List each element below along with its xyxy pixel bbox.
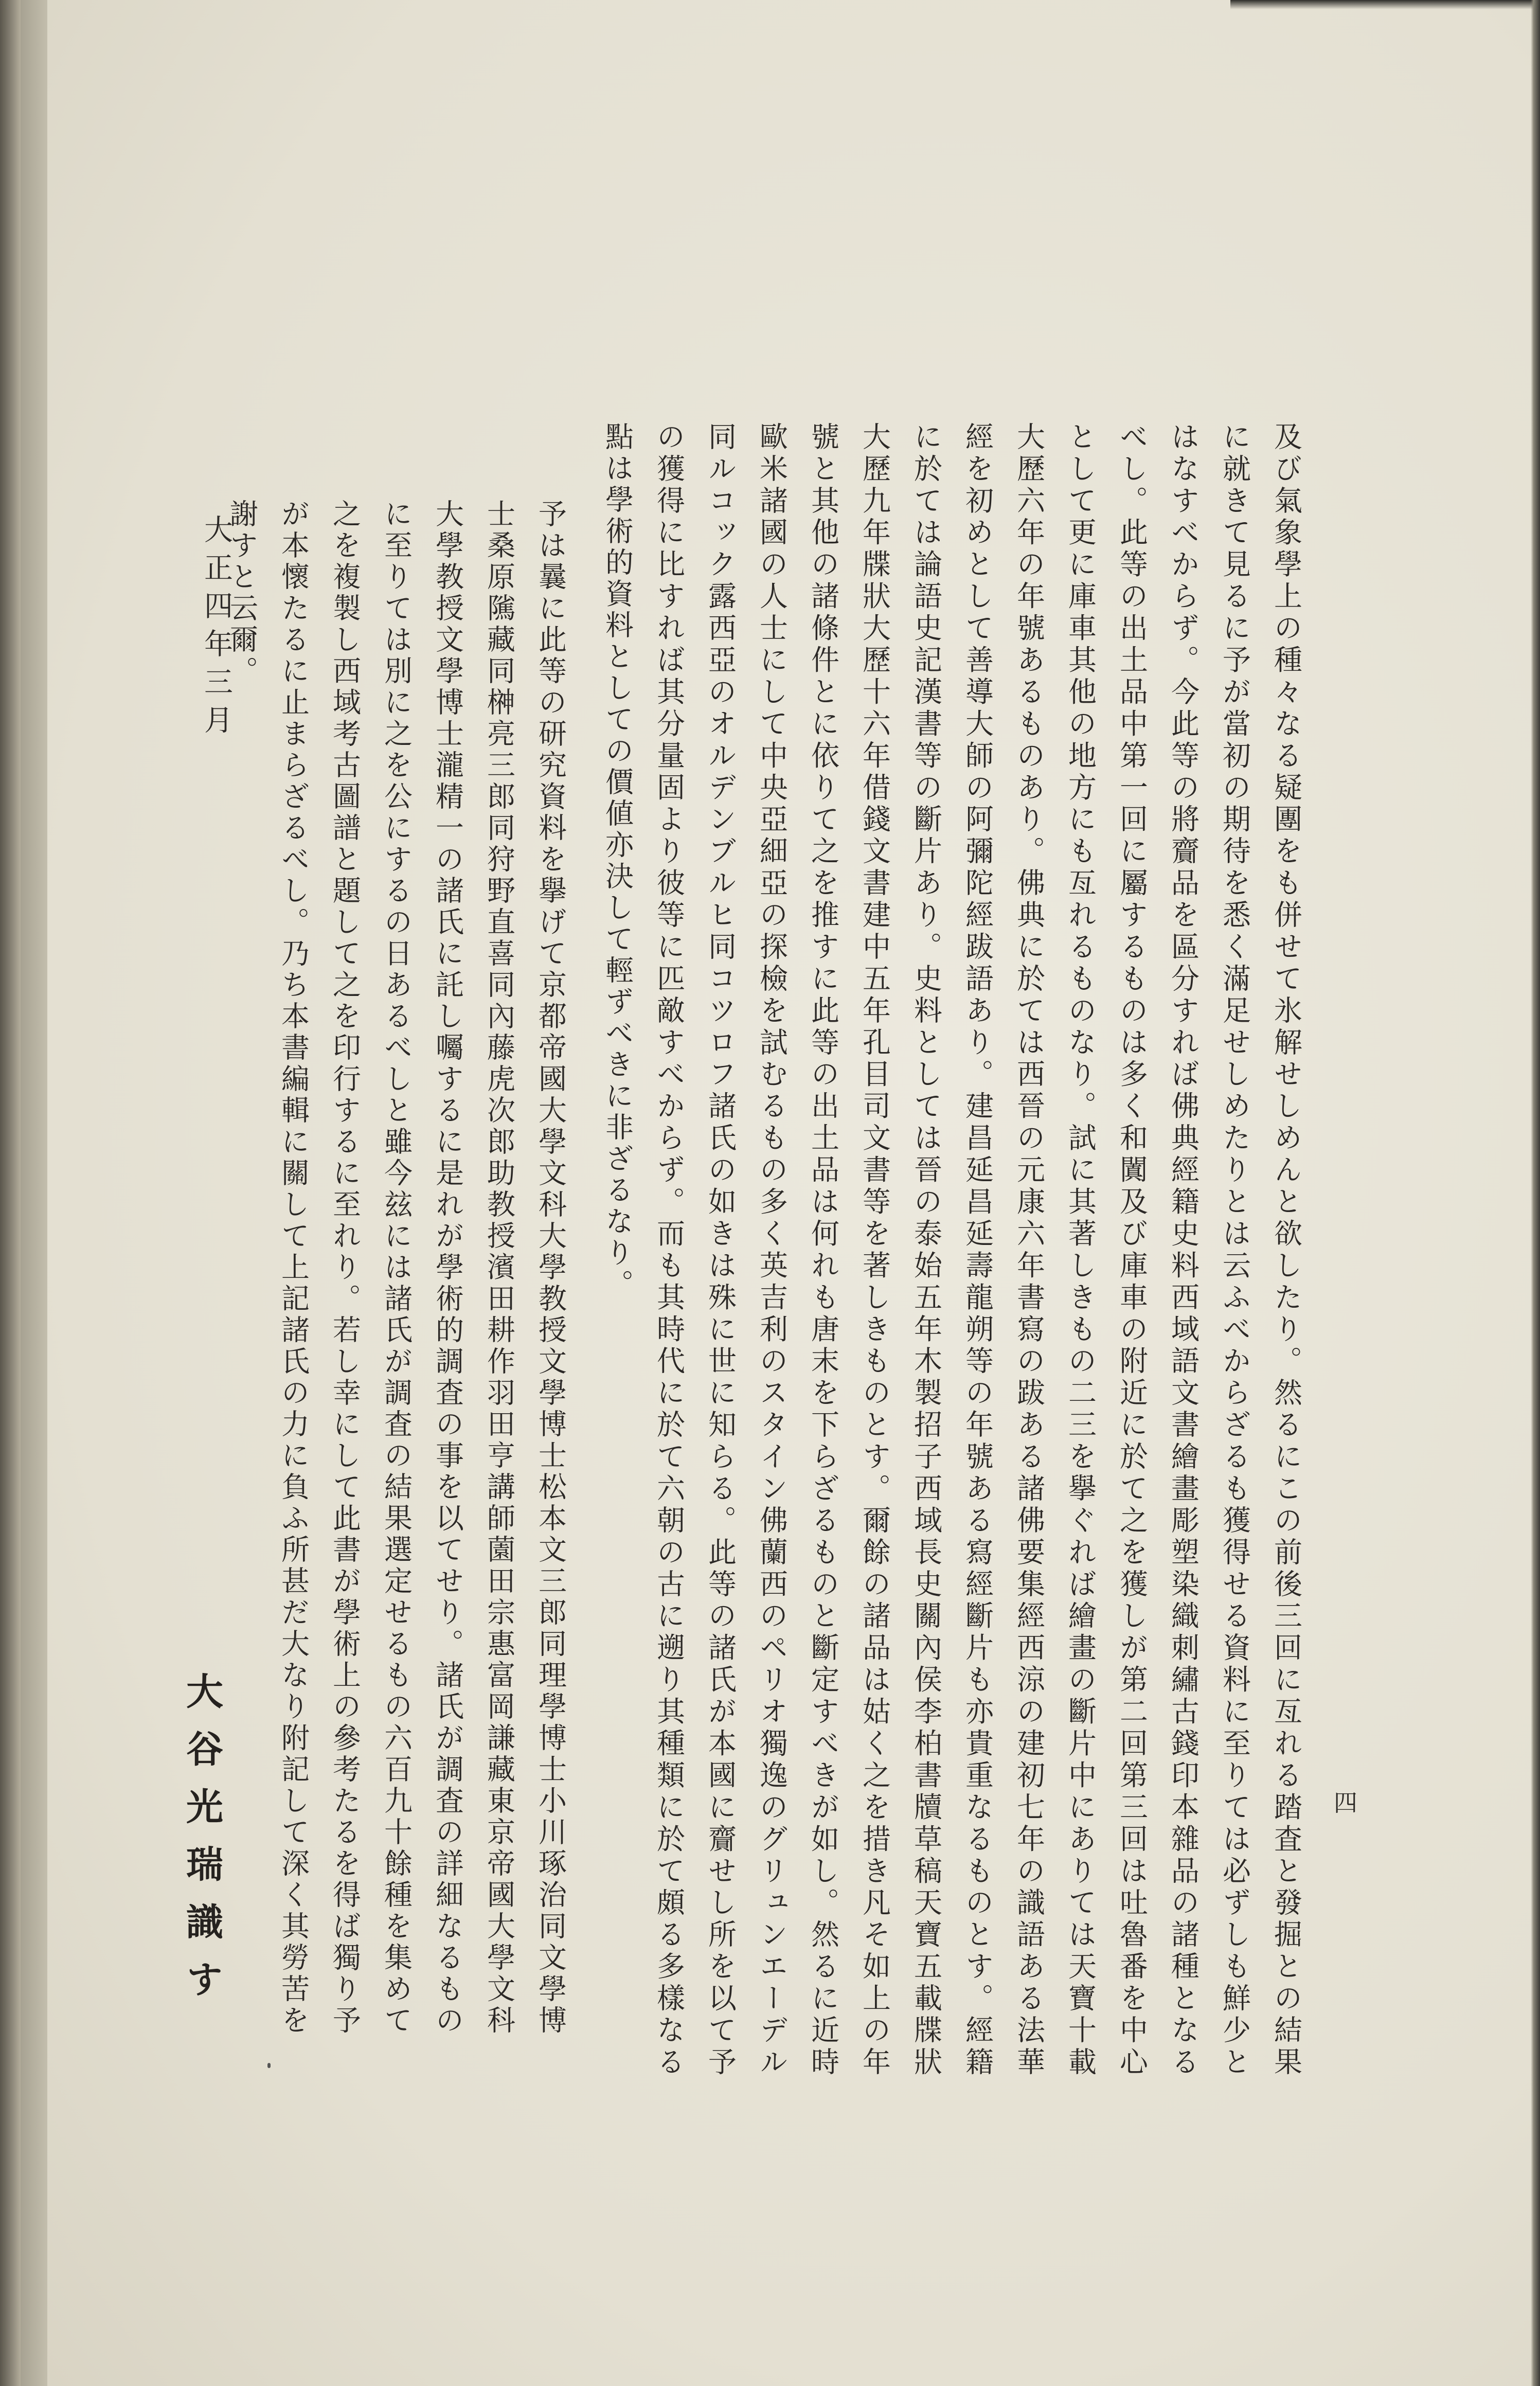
top-edge-shadow (1230, 0, 1540, 9)
previous-page-edge (21, 0, 48, 2386)
right-page-edge (1531, 0, 1540, 2386)
main-paragraph-text: 及び氣象學上の種々なる疑團をも併せて氷解せしめんと欲したり。然るにこの前後三回に亙れる踏査と發掘との結果に就きて見るに予が當初の期待を悉く滿足せしめたりとは云ふべからざるも獲得せる資料に至りては必ずしも鮮少とはなすべからず。今此等の將齎品を區分すれば佛典經籍史料西域語文書繪畫彫塑染織刺繡古錢印本雜品の諸種となるべし。此等の出土品中第一回に屬するものは多く和闐及び庫車の附近に於て之を獲しが第二回第三回は吐魯番を中心として更に庫車其他の地方にも亙れるものなり。試に其著しきもの二三を擧ぐれば繪畫の斷片中にありては天寶十載大歷六年の年號あるものあり。佛典に於ては西晉の元康六年書寫の跋ある諸佛要集經西涼の建初七年の識語ある法華經を初めとして善導大師の阿彌陀經跋語あり。建昌延昌延壽龍朔等の年號ある寫經斷片も亦貴重なるものとす。經籍に於ては論語史記漢書等の斷片あり。史料としては晉の泰始五年木製招子西域長史關內侯李柏書牘草稿天寶五載牒狀大歷九年牒狀大歷十六年借錢文書建中五年孔目司文書等を著しきものとす。爾餘の諸品は姑く之を措き凡そ如上の年號と其他の諸條件とに依りて之を推すに此等の出土品は何れも唐末を下らざるものと斷定すべきが如し。然るに近時歐米諸國の人士にして中央亞細亞の探檢を試むるもの多く英吉利のスタイン佛蘭西のペリオ獨逸のグリュンエーデル同ルコック露西亞のオルデンブルヒ同コツロフ諸氏の如きは殊に世に知らる。此等の諸氏が本國に齎せし所を以て予の獲得に比すれば其分量固より彼等に匹敵すべからず。而も其時代に於て六朝の古に遡り其種類に於て頗る多樣なる點は學術的資料としての價値亦決して輕ずべきに非ざるなり。 (601, 422, 1302, 2078)
date-line: 大正四年三月 (200, 514, 233, 743)
ink-speck (267, 2063, 271, 2068)
page-number: 四 (1330, 1790, 1358, 1814)
second-paragraph-text: 予は曩に此等の研究資料を擧げて京都帝國大學文科大學教授文學博士松本文三郎同理學博士小川琢治同文學博士桑原隲藏同榊亮三郎同狩野直喜同內藤虎次郎助教授濱田耕作羽田亨講師薗田宗惠富岡謙藏東京帝國大學文科大學教授文學博士瀧精一の諸氏に託し囑するに是れが學術的調査の事を以てせり。諸氏が調査の詳細なるものに至りては別に之を公にするの日あるべしと雖今玆には諸氏が調査の結果選定せるもの六百九十餘種を集めて之を複製し西域考古圖譜と題して之を印行するに至れり。若し幸にして此書が學術上の參考たるを得ば獨り予が本懷たるに止まらざるべし。乃ち本書編輯に關して上記諸氏の力に負ふ所甚だ大なり附記して深く其勞苦を謝すと云爾。 (225, 499, 567, 2037)
author-signature: 大谷光瑞識す (180, 1672, 224, 2018)
second-paragraph (225, 499, 576, 2053)
main-paragraph (576, 422, 1312, 2078)
book-binding (0, 0, 21, 2386)
